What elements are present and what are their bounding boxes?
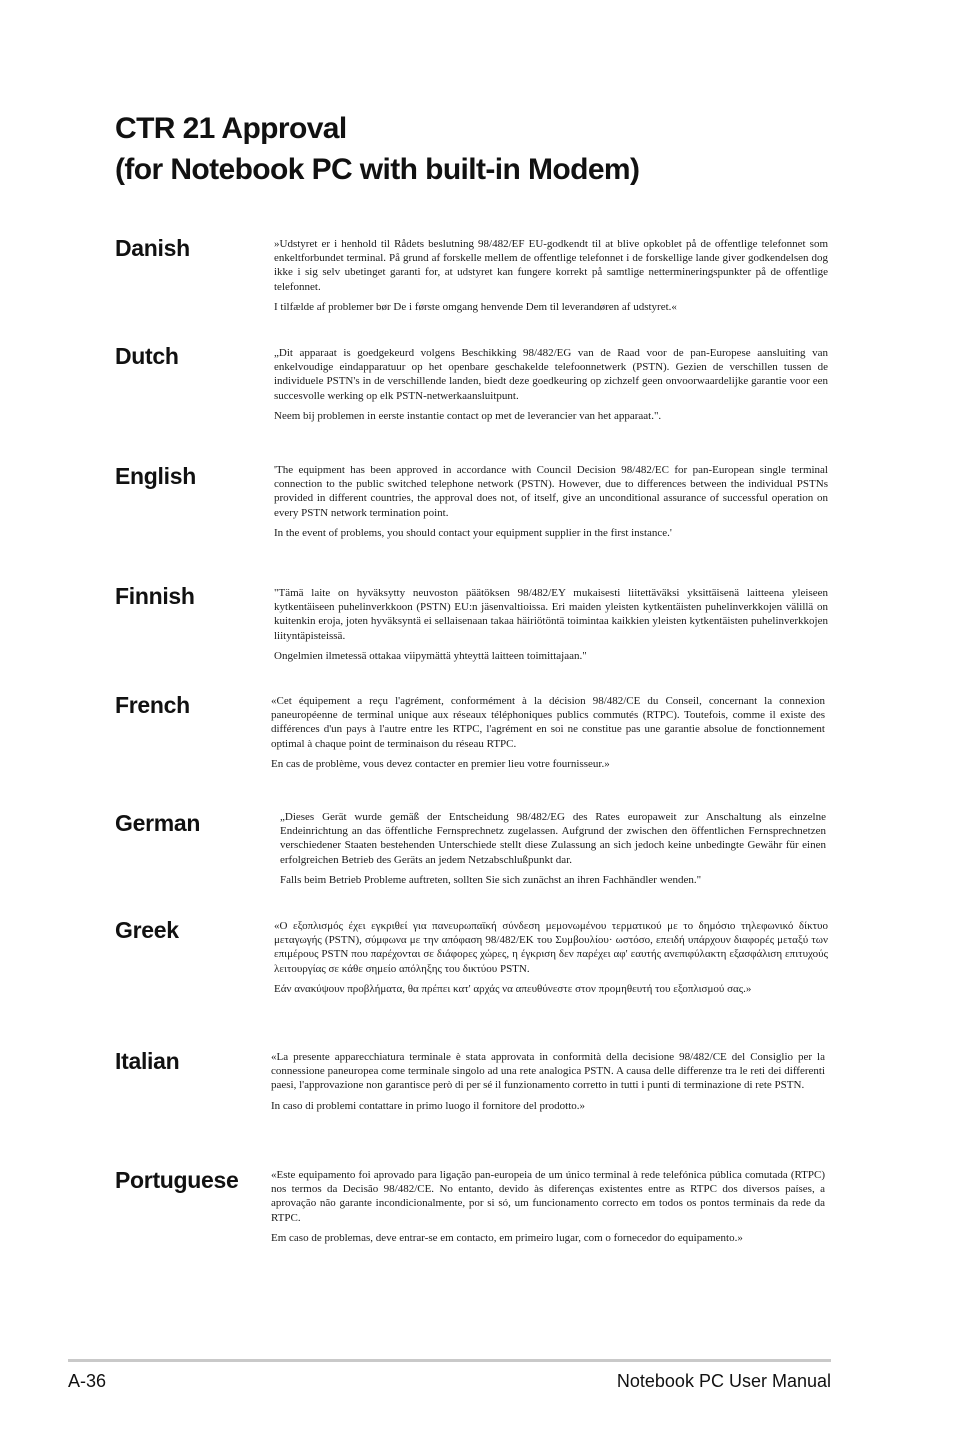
statement-paragraph: Neem bij problemen in eerste instantie contact op met de leverancier van het apparaat.".	[274, 409, 662, 422]
statement-paragraph: "Tämä laite on hyväksytty neuvoston päätöksen 98/482/EY mukaisesti liitettäväksi yksittäisenä laitteena yleiseen kytkentäiseen puhelinverkkoon (PSTN) EU:n jäsenvaltioissa. Eri maiden yleisten kytkentäisten puhelinverkkojen välillä on kuitenkin eroja, joten hyväksyntä ei sellaisenaan takaa häiriötöntä toimintaa kaikkien yleisten kytkentäisten puhelinverkkojen liityntäpisteissä.	[274, 587, 828, 642]
statement-paragraph: En cas de problème, vous devez contacter en premier lieu votre fournisseur.»	[271, 757, 610, 770]
statement-french	[271, 694, 825, 777]
statement-finnish	[274, 586, 828, 669]
statement-german	[280, 810, 826, 893]
language-heading-dutch: Dutch	[115, 343, 179, 369]
statement-paragraph: I tilfælde af problemer bør De i første omgang henvende Dem til leverandøren af udstyret.«	[274, 300, 677, 313]
language-heading-greek: Greek	[115, 917, 179, 943]
language-heading-danish: Danish	[115, 235, 190, 261]
statement-paragraph: «La presente apparecchiatura terminale è stata approvata in conformità della decisione 98/482/CE del Consiglio per la connessione paneuropea come terminale singolo ad una rete analogica PSTN. A causa delle differenze tra le reti dei differenti paesi, l'approvazione non garantisce però di per sé il funzionamento corretto in tutti i punti di terminazione di rete PSTN.	[271, 1051, 825, 1092]
statement-paragraph: »Udstyret er i henhold til Rådets beslutning 98/482/EF EU-godkendt til at blive opkoblet på de offentlige telefonnet som enkeltforbundet terminal. På grund af forskelle mellem de offentlige telefonnet i de forskellige lande giver godkendelsen dog ikke i sig selv ubetinget garanti for, at udstyret kan fungere korrekt på samtlige nettermineringspunkter på de offentlige telefonnet.	[274, 238, 828, 293]
language-heading-portuguese: Portuguese	[115, 1167, 239, 1193]
page-title-line-2: (for Notebook PC with built-in Modem)	[115, 153, 640, 186]
statement-paragraph: «Ο εξοπλισμός έχει εγκριθεί για πανευρωπαϊκή σύνδεση μεμονωμένου τερματικού με το δημόσιο τηλεφωνικό δίκτυο μεταγωγής (PSTN), σύμφωνα με την απόφαση 98/482/ΕΚ του Συμβουλίου· ωστόσο, επειδή υπάρχουν διαφορές μεταξύ των επιμέρους PSTN που παρέχονται σε διάφορες χώρες, η έγκριση δεν παρέχει αφ' εαυτής ανεπιφύλακτη εξασφάλιση επιτυχούς λειτουργίας σε κάθε σημείο απόληξης του δικτύου PSTN.	[274, 920, 828, 975]
statement-paragraph: Εάν ανακύψουν προβλήματα, θα πρέπει κατ' αρχάς να απευθύνεστε στον προμηθευτή του εξοπλισμού σας.»	[274, 982, 752, 995]
page-number: A-36	[68, 1371, 107, 1391]
statement-paragraph: Falls beim Betrieb Probleme auftreten, sollten Sie sich zunächst an ihren Fachhändler wenden."	[280, 873, 702, 886]
language-heading-german: German	[115, 810, 201, 836]
statement-dutch	[274, 346, 828, 429]
statement-english	[274, 463, 828, 546]
statement-portuguese	[271, 1168, 825, 1251]
statement-paragraph: 'The equipment has been approved in accordance with Council Decision 98/482/EC for pan-European single terminal connection to the public switched telephone network (PSTN). However, due to differences between the individual PSTNs provided in different countries, the approval does not, of itself, give an unconditional assurance of successful operation on every PSTN network termination point.	[274, 464, 828, 519]
statement-paragraph: Em caso de problemas, deve entrar-se em contacto, em primeiro lugar, com o fornecedor do equipamento.»	[271, 1231, 743, 1244]
statement-greek	[274, 919, 828, 1002]
statement-paragraph: „Dit apparaat is goedgekeurd volgens Beschikking 98/482/EG van de Raad voor de pan-Europese aansluiting van enkelvoudige eindapparatuur op het openbare geschakelde telefoonnetwerk (PSTN). Gezien de verschillen tussen de individuele PSTN's in de verschillende landen, biedt deze goedkeuring op zichzelf geen onvoorwaardelijke garantie voor een succesvolle werking op elk PSTN-netwerkaansluitpunt.	[274, 347, 828, 402]
language-heading-italian: Italian	[115, 1048, 180, 1074]
language-heading-english: English	[115, 463, 196, 489]
statement-paragraph: «Cet équipement a reçu l'agrément, conformément à la décision 98/482/CE du Conseil, concernant la connexion paneuropéenne de terminal unique aux réseaux téléphoniques publics commutés (RTPC). Toutefois, comme il existe des différences d'un pays à l'autre entre les RTPC, l'agrément en soi ne constitue pas une garantie absolue de fonctionnement optimal à chaque point de terminaison du réseau RTPC.	[271, 695, 825, 750]
footer-divider	[68, 1359, 831, 1362]
page-title	[115, 108, 875, 190]
page-title-line-1: CTR 21 Approval	[115, 112, 347, 145]
language-heading-french: French	[115, 692, 190, 718]
language-heading-finnish: Finnish	[115, 583, 195, 609]
statement-paragraph: „Dieses Gerät wurde gemäß der Entscheidung 98/482/EG des Rates europaweit zur Anschaltung als einzelne Endeinrichtung an das öffentliche Fernsprechnetz zugelassen. Aufgrund der zwischen den öffentlichen Fernsprechnetzen verschiedener Staaten bestehenden Unterschiede stellt diese Zulassung an sich jedoch keine unbedingte Gewähr für einen erfolgreichen Betrieb des Geräts an jedem Netzabschlußpunkt dar.	[280, 811, 826, 866]
manual-title: Notebook PC User Manual	[616, 1371, 831, 1391]
statement-danish	[274, 237, 828, 320]
statement-italian	[271, 1050, 825, 1119]
statement-paragraph: Ongelmien ilmetessä ottakaa viipymättä yhteyttä laitteen toimittajaan."	[274, 649, 587, 662]
statement-paragraph: «Este equipamento foi aprovado para ligação pan-europeia de um único terminal à rede telefónica pública comutada (RTPC) nos termos da Decisão 98/482/CE. No entanto, devido às diferenças existentes entre as RTPC dos diversos países, a aprovação não garante incondicionalmente, por si só, um funcionamento correcto em todos os pontos terminais da rede da RTPC.	[271, 1169, 825, 1224]
statement-paragraph: In caso di problemi contattare in primo luogo il fornitore del prodotto.»	[271, 1099, 586, 1112]
statement-paragraph: In the event of problems, you should contact your equipment supplier in the first instance.'	[274, 526, 672, 539]
